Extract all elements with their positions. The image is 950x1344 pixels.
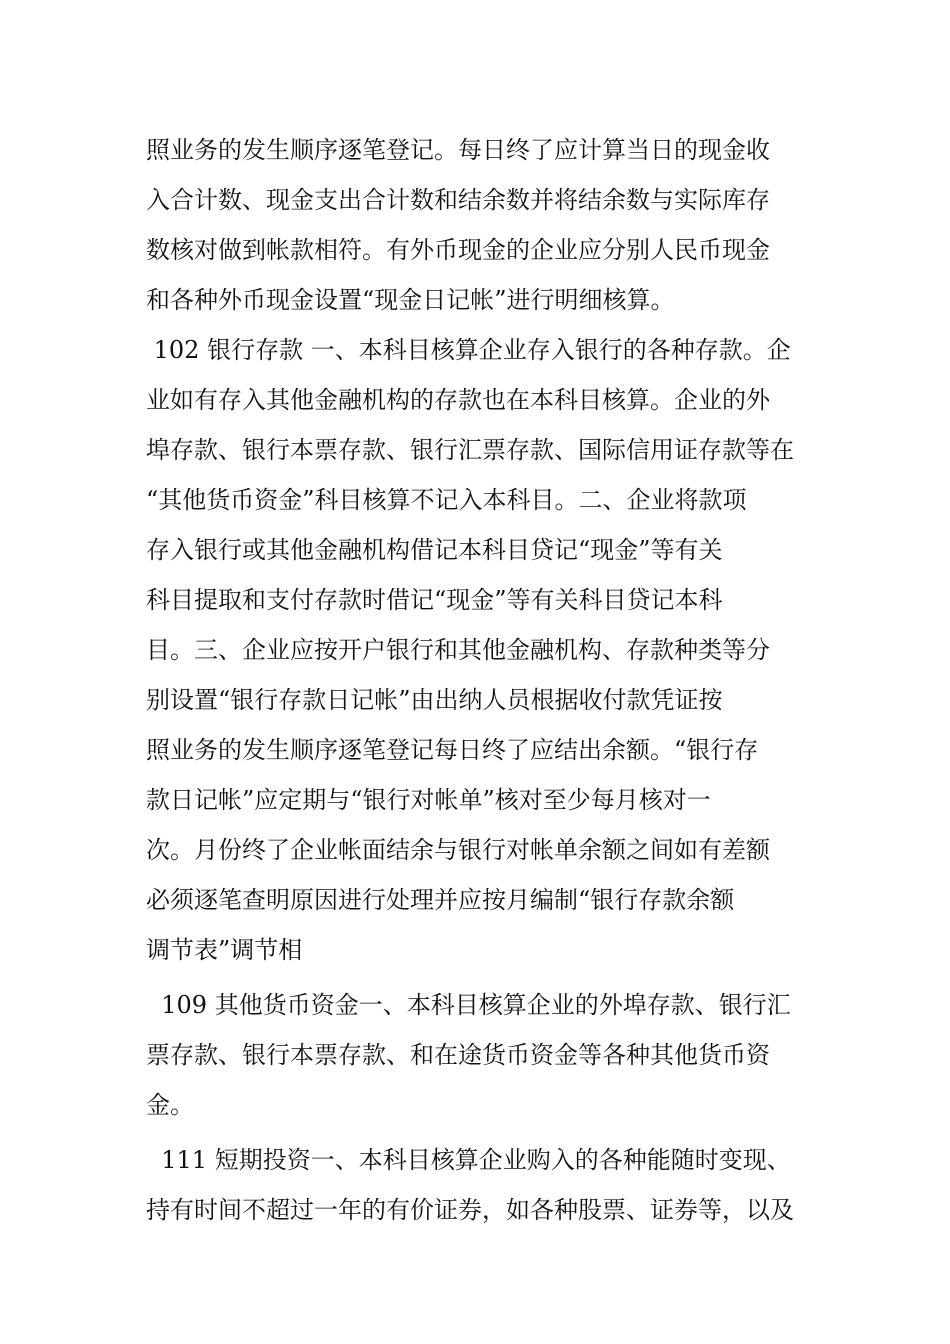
text-line: 照业务的发生顺序逐笔登记。每日终了应计算当日的现金收 bbox=[146, 136, 770, 164]
text-line: 别设置“银行存款日记帐”由出纳人员根据收付款凭证按 bbox=[146, 686, 723, 714]
text-line: 照业务的发生顺序逐笔登记每日终了应结出余额。“银行存 bbox=[146, 736, 759, 764]
text-line: 必须逐笔查明原因进行处理并应按月编制“银行存款余额 bbox=[146, 886, 735, 914]
text-line: 和各种外币现金设置“现金日记帐”进行明细核算。 bbox=[146, 286, 675, 314]
paragraph-cash-journal bbox=[146, 125, 811, 325]
paragraph-bank-deposits bbox=[146, 325, 811, 975]
text-line: 业如有存入其他金融机构的存款也在本科目核算。企业的外 bbox=[146, 386, 770, 414]
text-line: 102 银行存款 一、本科目核算企业存入银行的各种存款。企 bbox=[146, 336, 791, 364]
text-line: 票存款、银行本票存款、和在途货币资金等各种其他货币资 bbox=[146, 1041, 770, 1069]
text-line: 入合计数、现金支出合计数和结余数并将结余数与实际库存 bbox=[146, 186, 770, 214]
text-line: 金。 bbox=[146, 1091, 194, 1119]
text-line: 109 其他货币资金一、本科目核算企业的外埠存款、银行汇 bbox=[146, 991, 791, 1019]
document-body bbox=[146, 125, 811, 1235]
text-line: 存入银行或其他金融机构借记本科目贷记“现金”等有关 bbox=[146, 536, 723, 564]
text-line: 科目提取和支付存款时借记“现金”等有关科目贷记本科 bbox=[146, 586, 723, 614]
paragraph-other-monetary-funds bbox=[146, 980, 811, 1130]
text-line: 111 短期投资一、本科目核算企业购入的各种能随时变现、 bbox=[146, 1146, 791, 1174]
text-line: 埠存款、银行本票存款、银行汇票存款、国际信用证存款等在 bbox=[146, 436, 794, 464]
text-line: 调节表”调节相 bbox=[146, 936, 303, 964]
paragraph-short-term-investments bbox=[146, 1135, 811, 1235]
text-line: 款日记帐”应定期与“银行对帐单”核对至少每月核对一 bbox=[146, 786, 711, 814]
text-line: 数核对做到帐款相符。有外币现金的企业应分别人民币现金 bbox=[146, 236, 770, 264]
text-line: “其他货币资金”科目核算不记入本科目。二、企业将款项 bbox=[146, 486, 747, 514]
text-line: 持有时间不超过一年的有价证券，如各种股票、证券等，以及 bbox=[146, 1196, 794, 1224]
text-line: 目。三、企业应按开户银行和其他金融机构、存款种类等分 bbox=[146, 636, 770, 664]
text-line: 次。月份终了企业帐面结余与银行对帐单余额之间如有差额 bbox=[146, 836, 770, 864]
